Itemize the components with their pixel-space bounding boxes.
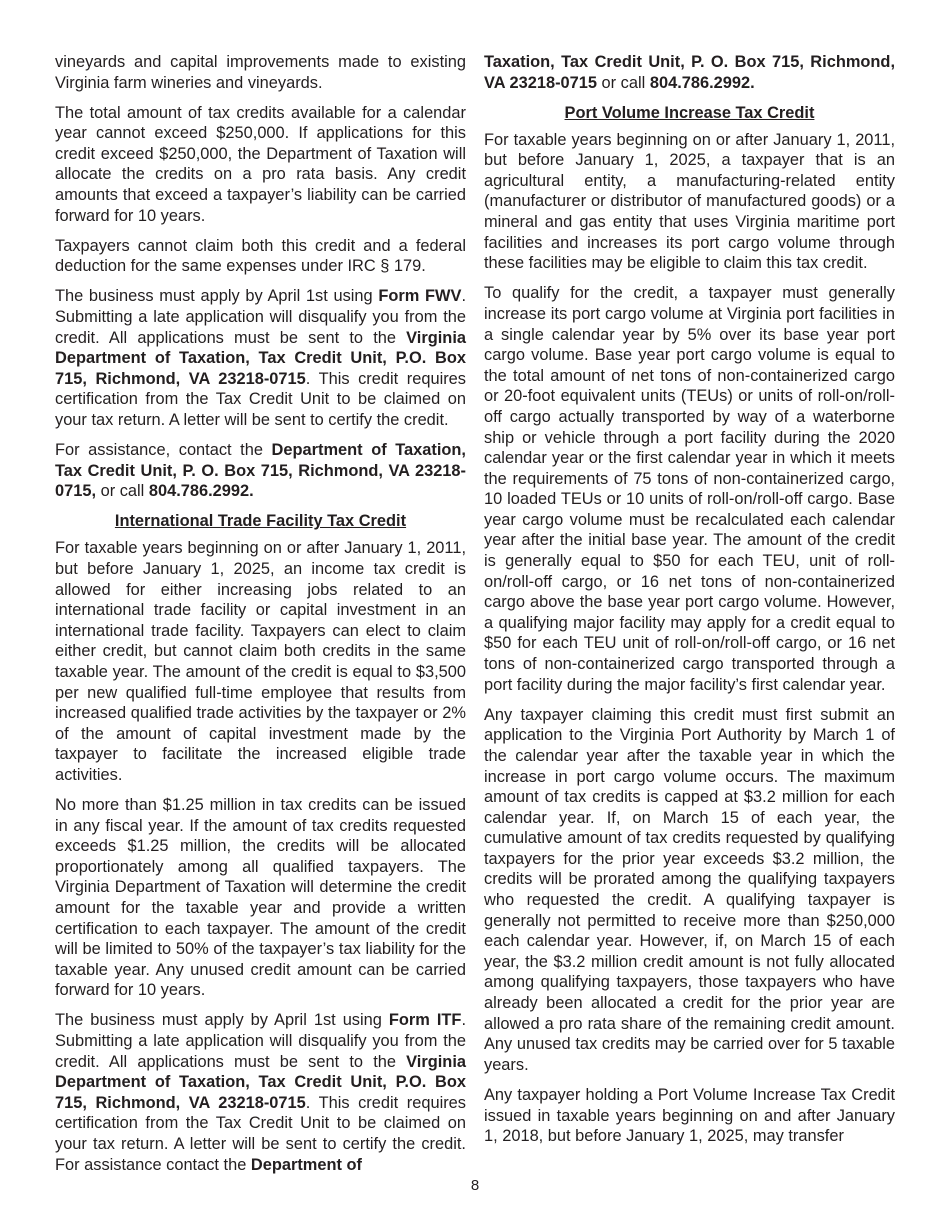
paragraph-wineries-continued: vineyards and capital improvements made to existing Virginia farm wineries and vineyards. bbox=[55, 53, 466, 92]
page-number: 8 bbox=[470, 1177, 480, 1194]
paragraph-contact-continued bbox=[484, 52, 895, 93]
left-column bbox=[55, 52, 466, 1175]
section-heading-international-trade: International Trade Facility Tax Credit bbox=[114, 512, 407, 531]
paragraph-itf-application bbox=[55, 1010, 466, 1175]
text-run: The business must apply by April 1st using bbox=[55, 1011, 389, 1030]
tax-address: Taxation, Tax Credit Unit, P. O. Box 715, Richmond, VA 23218-0715 bbox=[484, 53, 895, 92]
text-run: . This credit requires certification from the Tax Credit Unit to be claimed on your tax return. A letter will be sent to certify the credit. For assistance contact the bbox=[55, 1093, 466, 1174]
text-run: . Submitting a late application will disqualify you from the credit. All applications must be sent to the bbox=[55, 1011, 467, 1071]
form-itf-label: Form ITF bbox=[388, 1011, 462, 1030]
paragraph-pvi-transfer: Any taxpayer holding a Port Volume Increase Tax Credit issued in taxable years beginning on and after January 1, 2018, but before January 1, 2025, may transfer bbox=[484, 1085, 895, 1146]
paragraph-pvi-application: Any taxpayer claiming this credit must first submit an application to the Virginia Port Authority by March 1 of the calendar year after the taxable year in which the increase in port cargo volume occurs. The maximum amount of tax credits is capped at $3.2 million for each calendar year. If, on March 15 of each year, the cumulative amount of tax credits requested by qualifying taxpayers for the prior year exceeds $3.2 million, the credits will be prorated among the qualifying taxpayers who requested the credit. A qualifying taxpayer is generally not permitted to receive more than $250,000 each calendar year. However, if, on March 15 of each year, the $3.2 million credit amount is not fully allocated among qualifying taxpayers, those taxpayers who have already been allocated a credit for the prior year are allowed a pro rata share of the remaining credit amount. Any unused tax credits may be carried over for 5 taxable years. bbox=[484, 705, 895, 1074]
text-run: or call bbox=[96, 482, 149, 501]
tax-address: Department of Taxation, Tax Credit Unit, P. O. Box 715, Richmond, VA 23218-0715, bbox=[55, 441, 466, 501]
text-run: . This credit requires certification from the Tax Credit Unit to be claimed on your tax return. A letter will be sent to certify the credit. bbox=[55, 369, 466, 429]
text-run: For assistance, contact the bbox=[55, 441, 272, 460]
right-column bbox=[484, 52, 895, 1147]
paragraph-irc-179: Taxpayers cannot claim both this credit and a federal deduction for the same expenses under IRC § 179. bbox=[55, 236, 466, 276]
text-run: . Submitting a late application will disqualify you from the credit. All applications must be sent to the bbox=[55, 287, 466, 347]
paragraph-fwv-application bbox=[55, 286, 466, 430]
paragraph-itf-overview: For taxable years beginning on or after January 1, 2011, but before January 1, 2025, an income tax credit is allowed for either increasing jobs related to an international trade facility or capital investment in an international trade facility. Taxpayers can elect to claim either credit, but cannot claim both credits in the same taxable year. The amount of the credit is equal to $3,500 per new qualified full-time employee that results from increased qualified trade activities by the taxpayer or 2% of the amount of capital investment made by the taxpayer to facilitate the increased eligible trade activities. bbox=[55, 539, 466, 784]
department-label: Department of bbox=[250, 1155, 362, 1174]
text-run: or call bbox=[597, 73, 650, 92]
form-fwv-label: Form FWV bbox=[378, 287, 462, 306]
section-heading-port-volume: Port Volume Increase Tax Credit bbox=[564, 103, 815, 122]
paragraph-credit-cap: The total amount of tax credits available for a calendar year cannot exceed $250,000. If applications for this credit exceed $250,000, the Department of Taxation will allocate the credits on a pro rata basis. Any credit amounts that exceed a taxpayer’s liability can be carried forward for 10 years. bbox=[55, 103, 466, 225]
tax-address: Virginia Department of Taxation, Tax Credit Unit, P.O. Box 715, Richmond, VA 23218-0715 bbox=[55, 328, 466, 388]
phone-number: 804.786.2992. bbox=[649, 73, 755, 92]
phone-number: 804.786.2992. bbox=[148, 482, 254, 501]
paragraph-itf-limits: No more than $1.25 million in tax credits can be issued in any fiscal year. If the amount of tax credits requested exceeds $1.25 million, the credits will be allocated proportionately among all qualified taxpayers. The Virginia Department of Taxation will determine the credit amount for the taxable year and provide a written certification to each taxpayer. The amount of the credit will be limited to 50% of the taxpayer’s tax liability for the taxable year. Any unused credit amount can be carried forward for 10 years. bbox=[55, 796, 466, 1000]
paragraph-pvi-overview: For taxable years beginning on or after January 1, 2011, but before January 1, 2025, a taxpayer that is an agricultural entity, a manufacturing-related entity (manufacturer or distributor of manufactured goods) or a mineral and gas entity that uses Virginia maritime port facilities and increases its port cargo volume through these facilities may be eligible to claim this tax credit. bbox=[484, 130, 895, 273]
tax-address: Virginia Department of Taxation, Tax Credit Unit, P.O. Box 715, Richmond, VA 23218-0715 bbox=[55, 1052, 466, 1112]
paragraph-pvi-qualification: To qualify for the credit, a taxpayer must generally increase its port cargo volume at Virginia port facilities in a single calendar year by 5% over its base year port cargo volume. Base year port cargo volume is equal to the total amount of net tons of non-containerized cargo or 20-foot equivalent units (TEUs) or units of roll-on/roll-off cargo actually transported by way of a waterborne ship or vehicle through a port facility during the 2020 calendar year or the first calendar year in which it meets the requirements of 75 tons of non-containerized cargo, 10 loaded TEUs or 10 units of roll-on/roll-off cargo. Base year cargo volume must be recalculated each calendar year after the initial base year. The amount of the credit is generally equal to $50 for each TEU, unit of roll-on/roll-off cargo, or 16 net tons of non-containerized cargo above the base year port cargo volume. However, a qualifying major facility may apply for a credit equal to $50 for each TEU unit of roll-on/roll-off cargo, or 16 net tons of non-containerized cargo transported through a port facility during the major facility’s first calendar year. bbox=[484, 284, 895, 694]
paragraph-assistance-contact bbox=[55, 440, 466, 502]
text-run: The business must apply by April 1st using bbox=[55, 287, 379, 306]
